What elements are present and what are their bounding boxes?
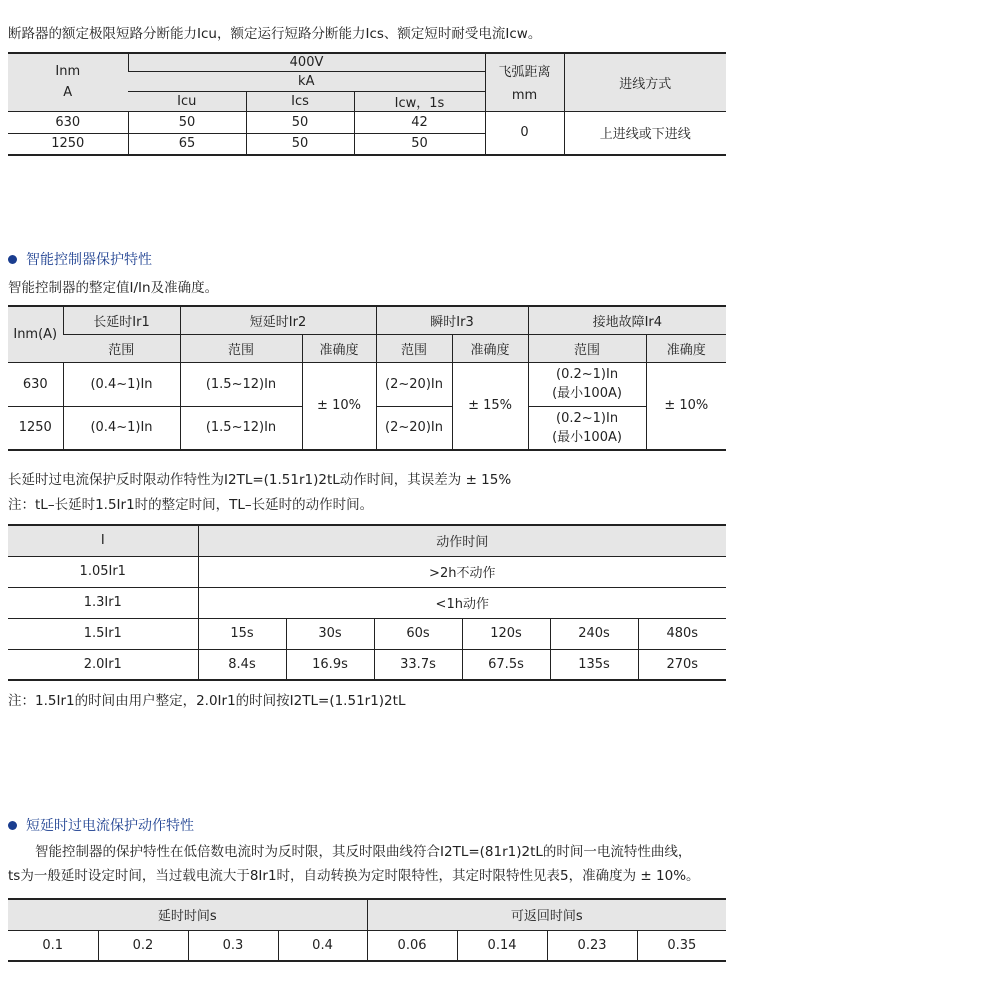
return-time-header: 可返回时间s [367,899,726,930]
section2-note1: 长延时过电流保护反时限动作特性为I2TL=(1.51r1)2tL动作时间，其误差为 ± 15% [8,472,512,488]
bullet-icon [8,255,17,264]
section4-heading: 短延时过电流保护动作特性 [8,815,194,835]
inm-a-header: Inm(A) [8,306,63,362]
mode-value: 上进线或下进线 [564,111,726,155]
voltage-header: 400V [128,53,485,71]
ics-header: Ics [246,91,354,111]
icw-header: Icw，1s [354,91,485,111]
section4-paragraph-1: 智能控制器的保护特性在低倍数电流时为反时限，其反时限曲线符合I2TL=(81r1)2tL的时间一电流特性曲线， [35,844,692,860]
group-ground-fault: 接地故障Ir4 [528,306,726,334]
table-row: 630 (0.4~1)In (1.5~12)In ± 10% (2~20)In ± 15% (0.2~1)In (最小100A) ± 10% [8,362,726,406]
breaking-capacity-table [8,52,726,156]
section4-paragraph-2: ts为一般延时设定时间，当过载电流大于8Ir1时，自动转换为定时限特性，其定时限特性见表5，准确度为 ± 10%。 [8,868,700,884]
table-row: 630 50 50 42 0 上进线或下进线 [8,111,726,133]
section2-heading: 智能控制器保护特性 [8,249,152,269]
action-time-header: 动作时间 [198,525,726,556]
table-row: 2.0Ir1 8.4s 16.9s 33.7s 67.5s 135s 270s [8,649,726,680]
table-row: 1.5Ir1 15s 30s 60s 120s 240s 480s [8,618,726,649]
bullet-icon [8,821,17,830]
controller-settings-table: Inm(A) 长延时Ir1 短延时Ir2 瞬时Ir3 接地故障Ir4 范围 范围 准确度 范围 准确度 范围 准确度 630 (0.4~1)In (1.5~12)In ± 10% (2~20)In ± 15% (0.2~1)In (最小100A) ± 10% 1250 (0.4~1)In (1.5~12)In (2~20)In (0.2~1)In (最小100A) [8,305,726,451]
inm-header: Inm A [8,53,128,111]
table-row: 1.3Ir1 <1h动作 [8,587,726,618]
arc-value: 0 [485,111,564,155]
group-instant: 瞬时Ir3 [376,306,528,334]
icu-header: Icu [128,91,246,111]
table-row: 0.1 0.2 0.3 0.4 0.06 0.14 0.23 0.35 [8,930,726,961]
wiring-mode-header: 进线方式 [564,53,726,111]
table-row: 1.05Ir1 >2h不动作 [8,556,726,587]
table-row: 1250 65 50 50 [8,133,726,155]
delay-time-table [8,898,726,962]
delay-time-header: 延时时间s [8,899,367,930]
section2-note2: 注：tL–长延时1.5Ir1时的整定时间，TL–长延时的动作时间。 [8,497,374,513]
section2-intro: 智能控制器的整定值I/In及准确度。 [8,280,219,296]
section3-note: 注：1.5Ir1的时间由用户整定，2.0Ir1的时间按I2TL=(1.51r1)2tL [8,693,406,709]
arc-distance-header: 飞弧距离 mm [485,53,564,111]
action-time-table [8,524,726,681]
group-short-delay: 短延时Ir2 [180,306,376,334]
ka-header: kA [128,71,485,91]
current-header: I [8,525,198,556]
section1-title: 断路器的额定极限短路分断能力Icu，额定运行短路分断能力Ics、额定短时耐受电流Icw。 [8,26,542,42]
group-long-delay: 长延时Ir1 [63,306,180,334]
table-row: 1250 (0.4~1)In (1.5~12)In (2~20)In (0.2~1)In (最小100A) [8,406,726,450]
